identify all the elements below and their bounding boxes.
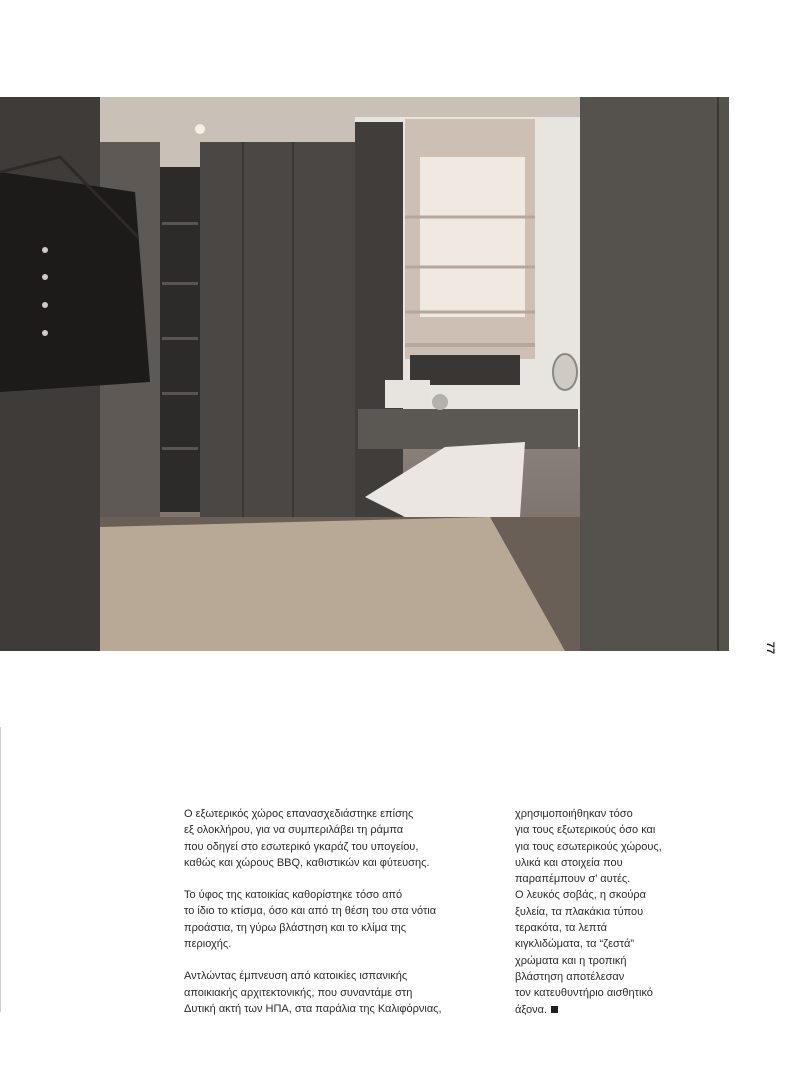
text-line: υλικά και στοιχεία που [515,856,623,869]
article-column-right [515,806,685,1018]
text-line: το ίδιο το κτίσμα, όσο και από τη θέση του στα νότια [184,905,437,918]
text-line: Ο εξωτερικός χώρος επανασχεδιάστηκε επίσης [184,808,414,820]
text-line: ξυλεία, τα πλακάκια τύπου [515,905,644,918]
text-line [515,1002,685,1018]
text-line: τερακότα, τα λεπτά [515,922,608,935]
page-number: 77 [764,641,776,655]
text-line: προάστια, τη γύρω βλάστηση και το κλίμα της [184,921,407,934]
text-line: αποικιακής αρχιτεκτονικής, που συναντάμε στη [184,986,413,999]
text-line: κιγκλιδώματα, τα “ζεστά” [515,938,634,951]
text-line: που οδηγεί στο εσωτερικό γκαράζ του υπογείου, [184,840,419,853]
text-line: Δυτική ακτή των ΗΠΑ, στα παράλια της Καλιφόρνιας, [184,1002,442,1015]
text-line: χρώματα και η τροπική [515,954,627,967]
text-line: Το ύφος της κατοικίας καθορίστηκε τόσο από [184,889,403,902]
text-line: για τους εξωτερικούς όσο και [515,824,656,837]
text-line: εξ ολοκλήρου, για να συμπεριλάβει τη ράμπα [184,824,404,837]
paragraph [184,968,469,1017]
text-line: περιοχής. [184,938,232,951]
text-line: καθώς και χώρους BBQ, καθιστικών και φύτευσης. [184,856,430,869]
text-line: παραπέμπουν σ’ αυτές. [515,873,631,886]
photo-illustration [0,97,729,651]
text-line: Ο λευκός σοβάς, η σκούρα [515,889,646,902]
margin-rule [0,727,1,1012]
paragraph [184,887,469,952]
last-line-text: άξονα. [515,1003,548,1016]
text-line: Αντλώντας έμπνευση από κατοικίες ισπανικής [184,970,408,983]
paragraph [184,806,469,871]
article-column-left [184,806,469,1033]
end-of-article-icon [551,1006,558,1013]
text-line: για τους εσωτερικούς χώρους, [515,840,662,853]
text-line: τον κατευθυντήριο αισθητικό [515,987,653,1000]
text-line: βλάστηση αποτέλεσαν [515,970,625,983]
text-line: χρησιμοποιήθηκαν τόσο [515,808,633,820]
dressing-room-photo [0,97,729,651]
